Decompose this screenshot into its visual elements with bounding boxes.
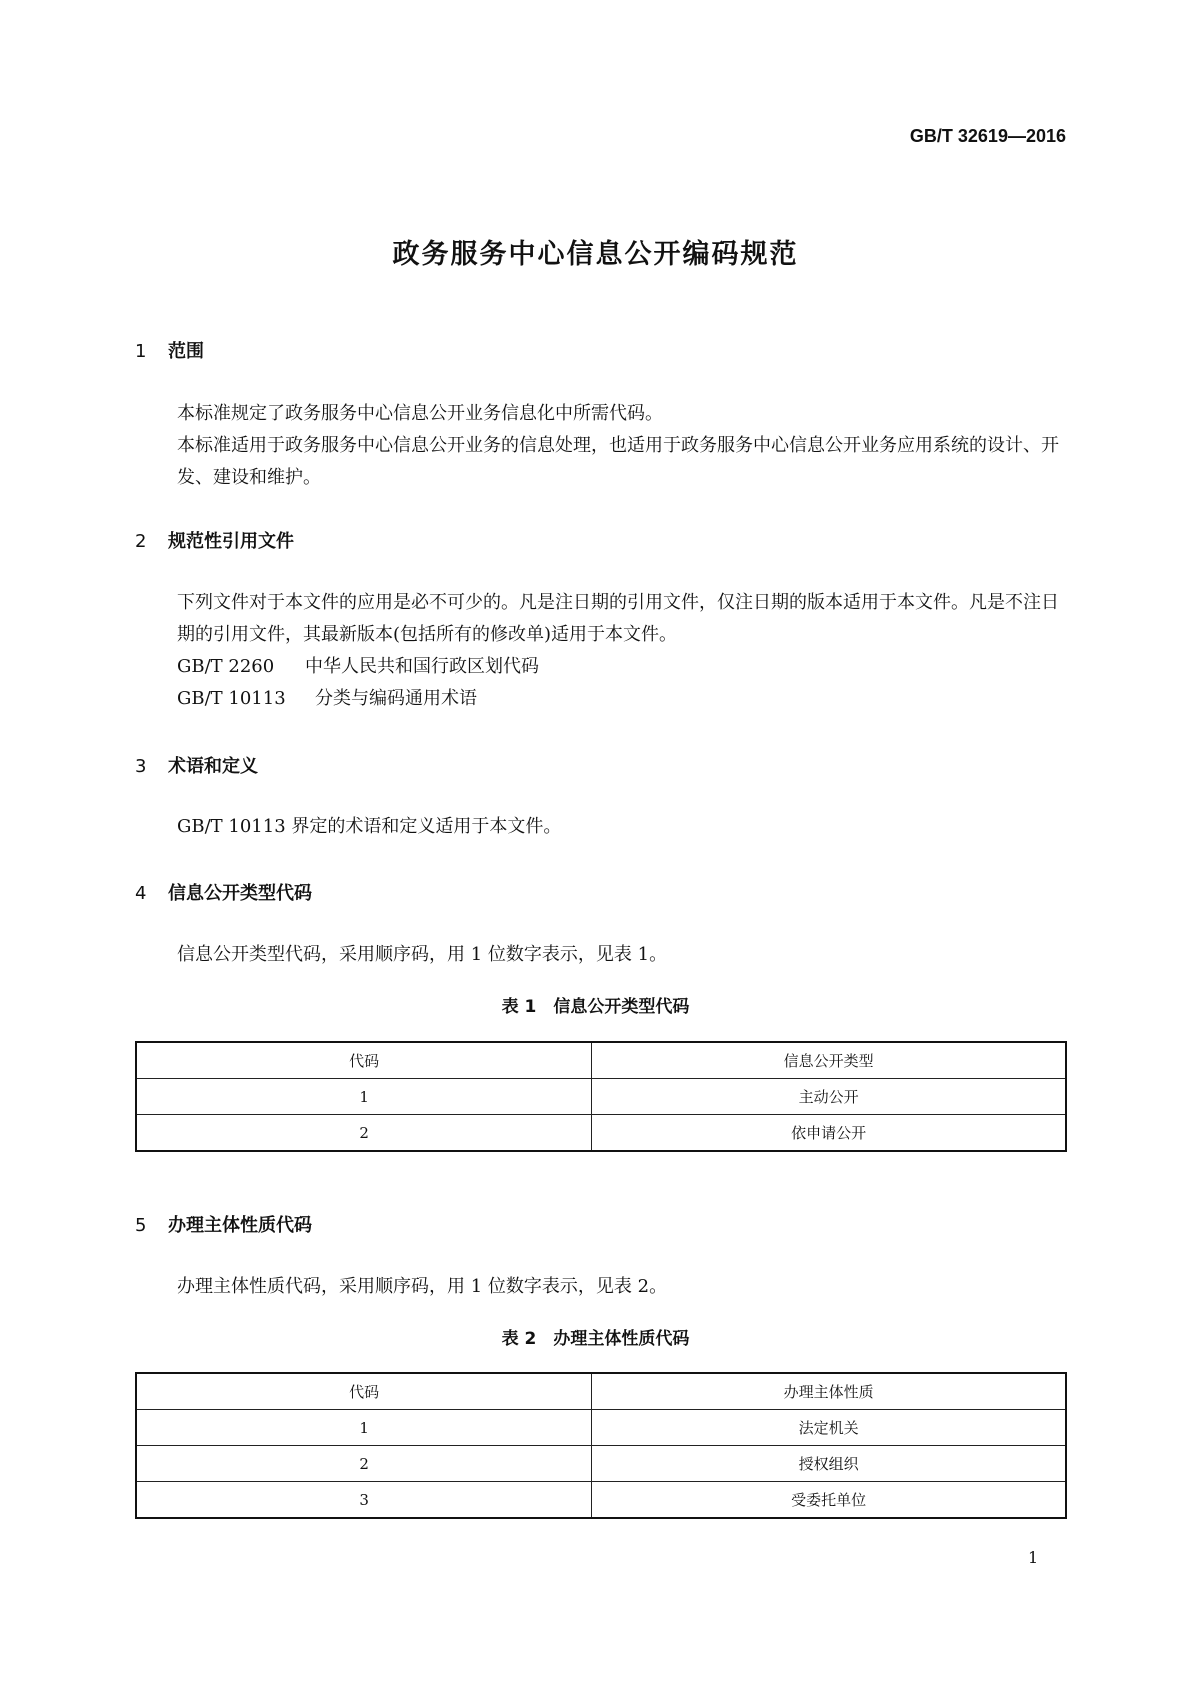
column-header: 信息公开类型	[592, 1042, 1066, 1079]
section-2-body	[135, 587, 1067, 715]
section-title: 信息公开类型代码	[168, 883, 312, 904]
section-heading-4	[135, 879, 312, 905]
paragraph: 本标准规定了政务服务中心信息公开业务信息化中所需代码。	[177, 403, 663, 424]
cell: 3	[136, 1482, 592, 1519]
section-3-body	[135, 811, 1067, 843]
reference-item	[135, 683, 1067, 715]
table-row	[136, 1410, 1066, 1446]
table-header-row	[136, 1373, 1066, 1410]
cell: 2	[136, 1446, 592, 1482]
cell: 授权组织	[592, 1446, 1066, 1482]
column-header: 代码	[136, 1373, 592, 1410]
section-4-body	[135, 939, 1067, 971]
table-1-caption: 表 1 信息公开类型代码	[501, 997, 690, 1017]
paragraph: 下列文件对于本文件的应用是必不可少的。凡是注日期的引用文件，仅注日期的版本适用于本文件。凡是不注日期的引用文件，其最新版本(包括所有的修改单)适用于本文件。	[177, 592, 1059, 645]
reference-code: GB/T 10113	[177, 688, 286, 709]
column-header: 代码	[136, 1042, 592, 1079]
section-number: 1	[135, 341, 147, 362]
table-2	[135, 1372, 1067, 1519]
cell: 主动公开	[592, 1079, 1066, 1115]
table-row	[136, 1446, 1066, 1482]
section-5-body	[135, 1271, 1067, 1303]
table-header-row	[136, 1042, 1066, 1079]
section-number: 5	[135, 1215, 147, 1236]
reference-name: 中华人民共和国行政区划代码	[305, 656, 539, 677]
section-title: 范围	[168, 341, 204, 362]
section-heading-1	[135, 337, 204, 363]
table-row	[136, 1482, 1066, 1519]
section-title: 术语和定义	[168, 756, 258, 777]
table-row	[136, 1079, 1066, 1115]
section-number: 3	[135, 756, 147, 777]
table-1	[135, 1041, 1067, 1152]
cell: 2	[136, 1115, 592, 1152]
cell: 1	[136, 1410, 592, 1446]
paragraph: 办理主体性质代码，采用顺序码，用 1 位数字表示，见表 2。	[177, 1276, 668, 1297]
standard-number: GB/T 32619—2016	[909, 126, 1066, 146]
section-number: 4	[135, 883, 147, 904]
page-title: 政务服务中心信息公开编码规范	[392, 239, 799, 270]
cell: 1	[136, 1079, 592, 1115]
page-number: 1	[1028, 1548, 1039, 1567]
section-heading-2	[135, 527, 294, 553]
section-title: 办理主体性质代码	[168, 1215, 312, 1236]
cell: 受委托单位	[592, 1482, 1066, 1519]
paragraph: GB/T 10113 界定的术语和定义适用于本文件。	[177, 816, 562, 837]
reference-code: GB/T 2260	[177, 656, 275, 677]
section-heading-5	[135, 1211, 312, 1237]
paragraph: 本标准适用于政务服务中心信息公开业务的信息处理，也适用于政务服务中心信息公开业务应用系统的设计、开发、建设和维护。	[177, 435, 1059, 488]
section-title: 规范性引用文件	[168, 531, 294, 552]
reference-item	[135, 651, 1067, 683]
table-row	[136, 1115, 1066, 1152]
reference-name: 分类与编码通用术语	[315, 688, 477, 709]
table-2-caption: 表 2 办理主体性质代码	[501, 1329, 690, 1349]
section-heading-3	[135, 752, 258, 778]
column-header: 办理主体性质	[592, 1373, 1066, 1410]
section-1-body	[135, 398, 1067, 494]
paragraph: 信息公开类型代码，采用顺序码，用 1 位数字表示，见表 1。	[177, 944, 668, 965]
section-number: 2	[135, 531, 147, 552]
cell: 依申请公开	[592, 1115, 1066, 1152]
cell: 法定机关	[592, 1410, 1066, 1446]
